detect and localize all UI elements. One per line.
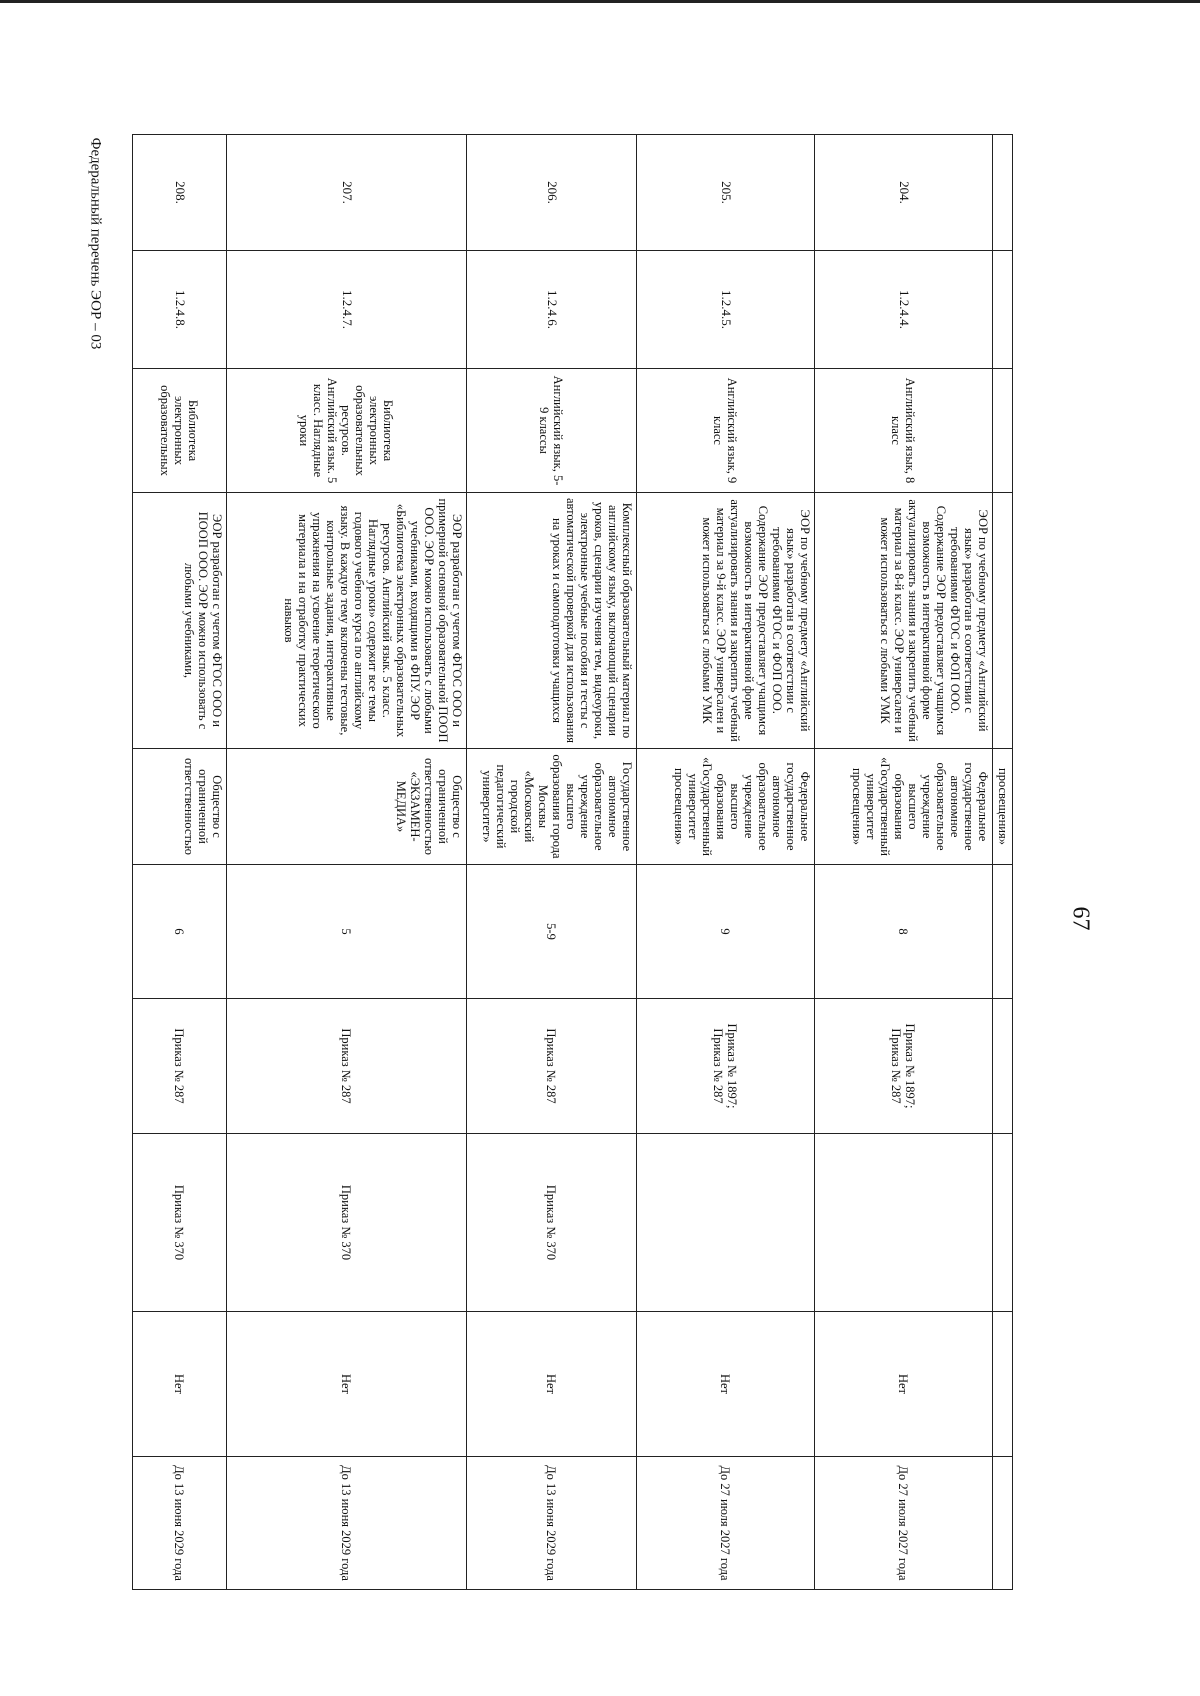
cell-code: 1.2.4.5.	[637, 251, 815, 369]
cell-class: 5-9	[467, 865, 637, 999]
cell-name: Английский язык, 8 класс	[815, 369, 993, 493]
cell-class: 5	[227, 865, 467, 999]
cell-row-number: 206.	[467, 135, 637, 251]
cell-order-1: Приказ № 1897; Приказ № 287	[815, 999, 993, 1134]
cell-empty	[993, 865, 1013, 999]
cell-class: 6	[133, 865, 227, 999]
table-row	[227, 135, 467, 1590]
cell-code: 1.2.4.7.	[227, 251, 467, 369]
cell-organization: Общество с ограниченной ответственностью	[133, 749, 227, 865]
cell-description: ЭОР разработан с учетом ФГОС ООО и примерной основной образовательной ПООП ООО. ЭОР можно использовать с любыми учебниками, входящими в ФПУ. ЭОР «Библиотека электронных образовательных ресурсов. Английский язык. 5 класс. Наглядные уроки» содержит все темы годового учебного курса по английскому языку. В каждую тему включены тестовые, контрольные задания, интерактивные упражнения на усвоение теоретического материала и на отработку практических навыков	[227, 493, 467, 749]
cell-row-number: 205.	[637, 135, 815, 251]
cell-order-2: Приказ № 370	[133, 1134, 227, 1312]
cell-description: ЭОР разработан с учетом ФГОС ООО и ПООП ООО. ЭОР можно использовать с любыми учебниками,	[133, 493, 227, 749]
cell-row-number: 208.	[133, 135, 227, 251]
cell-term: До 27 июля 2027 года	[815, 1457, 993, 1590]
resource-table-rotated	[133, 134, 1013, 1589]
cell-empty	[993, 1457, 1013, 1590]
cell-description: ЭОР по учебному предмету «Английский язык» разработан в соответствии с требованиями ФГОС и ФОП ООО. Содержание ЭОР предоставляет учащимся возможность в интерактивной форме актуализировать знания и закрепить учебный материал за 8-й класс. ЭОР универсален и может использоваться с любыми УМК	[815, 493, 993, 749]
cell-organization: просвещения»	[993, 749, 1013, 865]
cell-term: До 13 июня 2029 года	[227, 1457, 467, 1590]
cell-term: До 27 июля 2027 года	[637, 1457, 815, 1590]
cell-order-1: Приказ № 287	[227, 999, 467, 1134]
cell-empty	[993, 1312, 1013, 1457]
scan-top-border	[0, 0, 1200, 3]
cell-empty	[993, 135, 1013, 251]
cell-name: Английский язык, 5-9 классы	[467, 369, 637, 493]
cell-empty	[993, 369, 1013, 493]
cell-flag: Нет	[467, 1312, 637, 1457]
cell-empty	[993, 493, 1013, 749]
cell-flag: Нет	[815, 1312, 993, 1457]
cell-row-number: 207.	[227, 135, 467, 251]
table-row	[815, 135, 993, 1590]
cell-organization: Федеральное государственное автономное образовательное учреждение высшего образования «Государственный университет просвещения»	[815, 749, 993, 865]
cell-term: До 13 июня 2029 года	[467, 1457, 637, 1590]
cell-empty	[993, 999, 1013, 1134]
table-row	[467, 135, 637, 1590]
cell-order-2: Приказ № 370	[227, 1134, 467, 1312]
cell-flag: Нет	[227, 1312, 467, 1457]
table-row	[637, 135, 815, 1590]
cell-class: 9	[637, 865, 815, 999]
page-number: 67	[1067, 906, 1094, 931]
cell-code: 1.2.4.4.	[815, 251, 993, 369]
cell-term: До 13 июня 2029 года	[133, 1457, 227, 1590]
cell-name: Библиотека электронных образовательных	[133, 369, 227, 493]
cell-order-2: Приказ № 370	[467, 1134, 637, 1312]
cell-organization: Общество с ограниченной ответственностью «ЭКЗАМЕН-МЕДИА»	[227, 749, 467, 865]
cell-empty	[993, 1134, 1013, 1312]
cell-order-1: Приказ № 287	[467, 999, 637, 1134]
cell-description: Комплексный образовательный материал по английскому языку, включающий сценарии уроков, сценарии изучения тем, видеоуроки, электронные учебные пособия и тесты с автоматической проверкой для использования на уроках и самоподготовки учащихся	[467, 493, 637, 749]
cell-organization: Федеральное государственное автономное образовательное учреждение высшего образования «Государственный университет просвещения»	[637, 749, 815, 865]
cell-order-2	[815, 1134, 993, 1312]
table-row	[133, 135, 227, 1590]
resource-table	[132, 134, 1013, 1590]
cell-organization: Государственное автономное образовательное учреждение высшего образования города Москвы «Московский городской педагогический университет»	[467, 749, 637, 865]
cell-name: Английский язык, 9 класс	[637, 369, 815, 493]
cell-order-1: Приказ № 287	[133, 999, 227, 1134]
cell-empty	[993, 251, 1013, 369]
cell-code: 1.2.4.8.	[133, 251, 227, 369]
cell-description: ЭОР по учебному предмету «Английский язык» разработан в соответствии с требованиями ФГОС и ФОП ООО. Содержание ЭОР предоставляет учащимся возможность в интерактивной форме актуализировать знания и закрепить учебный материал за 9-й класс. ЭОР универсален и может использоваться с любыми УМК	[637, 493, 815, 749]
cell-flag: Нет	[637, 1312, 815, 1457]
cell-order-2	[637, 1134, 815, 1312]
cell-row-number: 204.	[815, 135, 993, 251]
cell-code: 1.2.4.6.	[467, 251, 637, 369]
cell-flag: Нет	[133, 1312, 227, 1457]
document-footer: Федеральный перечень ЭОР – 03	[87, 137, 104, 350]
cell-name: Библиотека электронных образовательных ресурсов. Английский язык. 5 класс. Наглядные уроки	[227, 369, 467, 493]
cell-order-1: Приказ № 1897; Приказ № 287	[637, 999, 815, 1134]
cell-class: 8	[815, 865, 993, 999]
table-row-continuation	[993, 135, 1013, 1590]
